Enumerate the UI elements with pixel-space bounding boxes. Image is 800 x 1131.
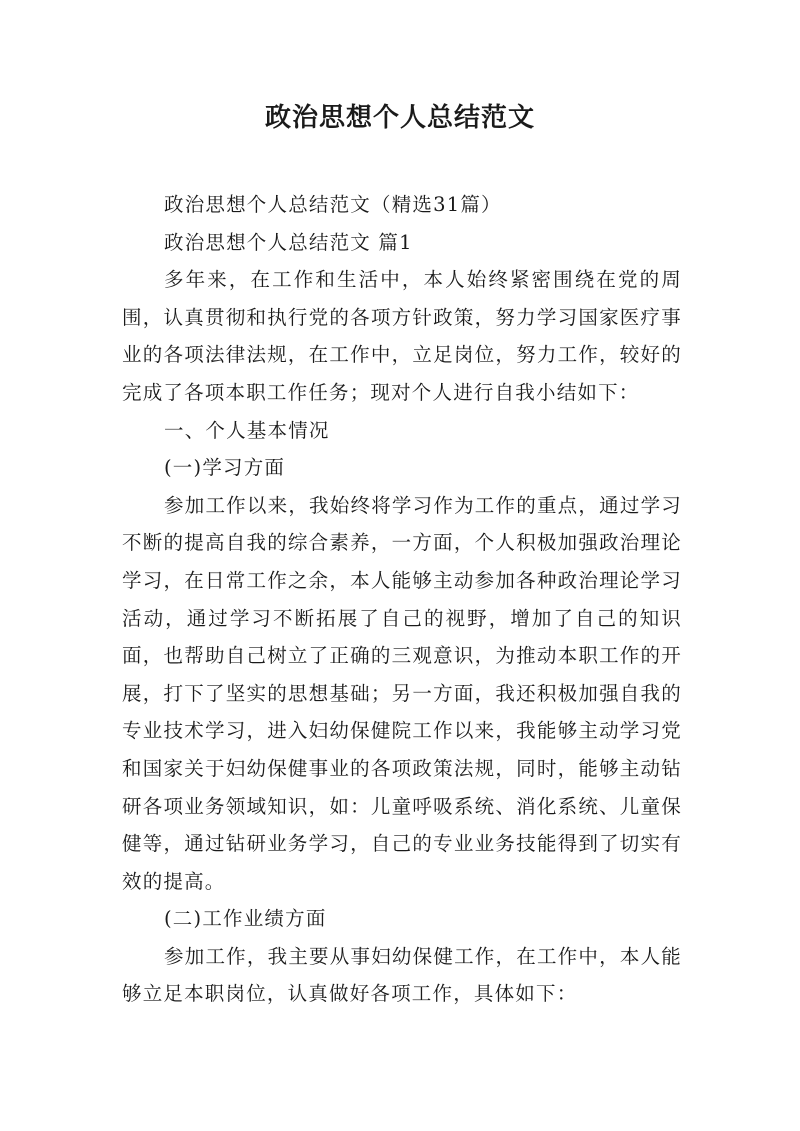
- document-title: 政治思想个人总结范文: [264, 103, 535, 133]
- document-subtitle: 政治思想个人总结范文（精选31篇）: [164, 193, 502, 216]
- heading-work-performance: (二)工作业绩方面: [164, 907, 327, 931]
- heading-study: (一)学习方面: [164, 456, 286, 480]
- study-paragraph: 参加工作以来，我始终将学习作为工作的重点，通过学习不断的提高自我的综合素养，一方面，个人积极加强政治理论学习，在日常工作之余，本人能够主动参加各种政治理论学习活动，通过学习不断拓展了自己的视野，增加了自己的知识面，也帮助自己树立了正确的三观意识，为推动本职工作的开展，打下了坚实的思想基础；另一方面，我还积极加强自我的专业技术学习，进入妇幼保健院工作以来，我能够主动学习党和国家关于妇幼保健事业的各项政策法规，同时，能够主动钻研各项业务领域知识，如：儿童呼吸系统、消化系统、儿童保健等，通过钻研业务学习，自己的专业业务技能得到了切实有效的提高。: [122, 493, 682, 893]
- work-paragraph: 参加工作，我主要从事妇幼保健工作，在工作中，本人能够立足本职岗位，认真做好各项工作，具体如下：: [122, 944, 682, 1006]
- heading-basic-info: 一、个人基本情况: [164, 418, 330, 442]
- section-heading: 政治思想个人总结范文 篇1: [164, 230, 413, 254]
- intro-paragraph: 多年来，在工作和生活中，本人始终紧密围绕在党的周围，认真贯彻和执行党的各项方针政策，努力学习国家医疗事业的各项法律法规，在工作中，立足岗位，努力工作，较好的完成了各项本职工作任务；现对个人进行自我小结如下：: [122, 268, 682, 404]
- document-body: [122, 186, 682, 1013]
